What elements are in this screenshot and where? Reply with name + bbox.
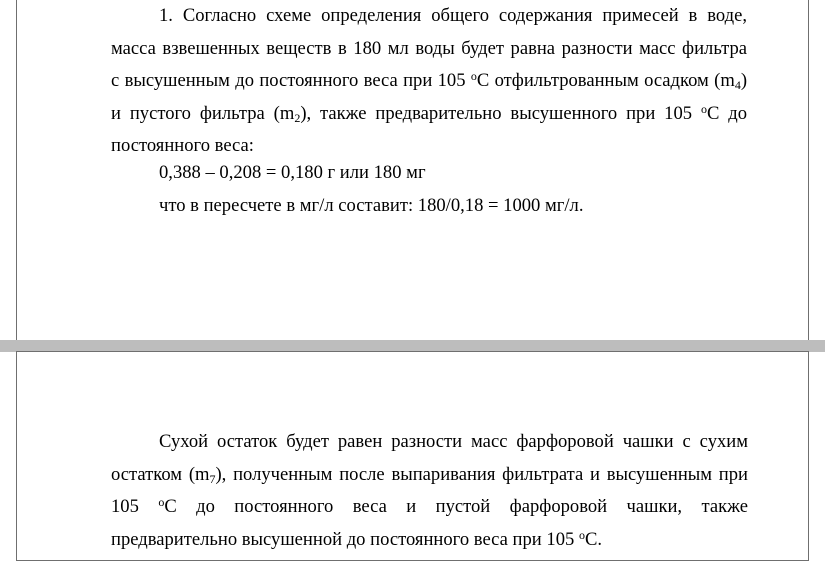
paragraph-1-line-5: постоянного веса: [111,135,254,156]
paragraph-2-line-3 [111,491,748,524]
line-text: предварительно высушенной до постоянного веса при 105 [111,528,579,550]
paragraph-2 [111,426,748,556]
degree-superscript: о [578,527,585,542]
subscript: 2 [294,110,301,125]
line-text: с высушенным до постоянного веса при 105 [111,70,471,91]
paragraph-1-line-2: масса взвешенных веществ в 180 мл воды будет равна разности масс фильтра [111,37,747,59]
line-text: ) [740,70,748,91]
degree-superscript: о [470,69,477,83]
subscript: 7 [209,471,216,486]
paragraph-1 [111,0,747,163]
line-text: 105 [111,496,159,517]
line-text: С до [706,102,747,124]
calculation-block [159,157,584,222]
degree-superscript: о [158,495,165,509]
paragraph-1-line-3 [111,65,747,98]
subscript: 4 [734,78,741,92]
paragraph-1-line-4 [111,98,747,131]
line-text: С. [584,528,602,550]
paragraph-2-line-2 [111,459,748,492]
line-text: и пустого фильтра (m [111,102,295,124]
paragraph-2-line-1: Сухой остаток будет равен разности масс фарфоровой чашки с сухим [159,431,748,452]
degree-superscript: о [700,101,707,116]
paragraph-1-line-1: 1. Согласно схеме определения общего содержания примесей в воде, [159,5,747,26]
line-text: ), также предварительно высушенного при 105 [300,102,701,124]
line-text: С до постоянного веса и пустой фарфоровой чашки, также [164,496,748,517]
line-text: остатком (m [111,463,210,485]
line-text: ), полученным после выпаривания фильтрата и высушенным при [215,463,748,485]
calculation-line-2: что в пересчете в мг/л составит: 180/0,18 = 1000 мг/л. [159,194,584,216]
paragraph-2-line-4 [111,524,748,557]
calculation-line-1: 0,388 – 0,208 = 0,180 г или 180 мг [159,162,426,183]
line-text: С отфильтрованным осадком (m [476,70,735,91]
